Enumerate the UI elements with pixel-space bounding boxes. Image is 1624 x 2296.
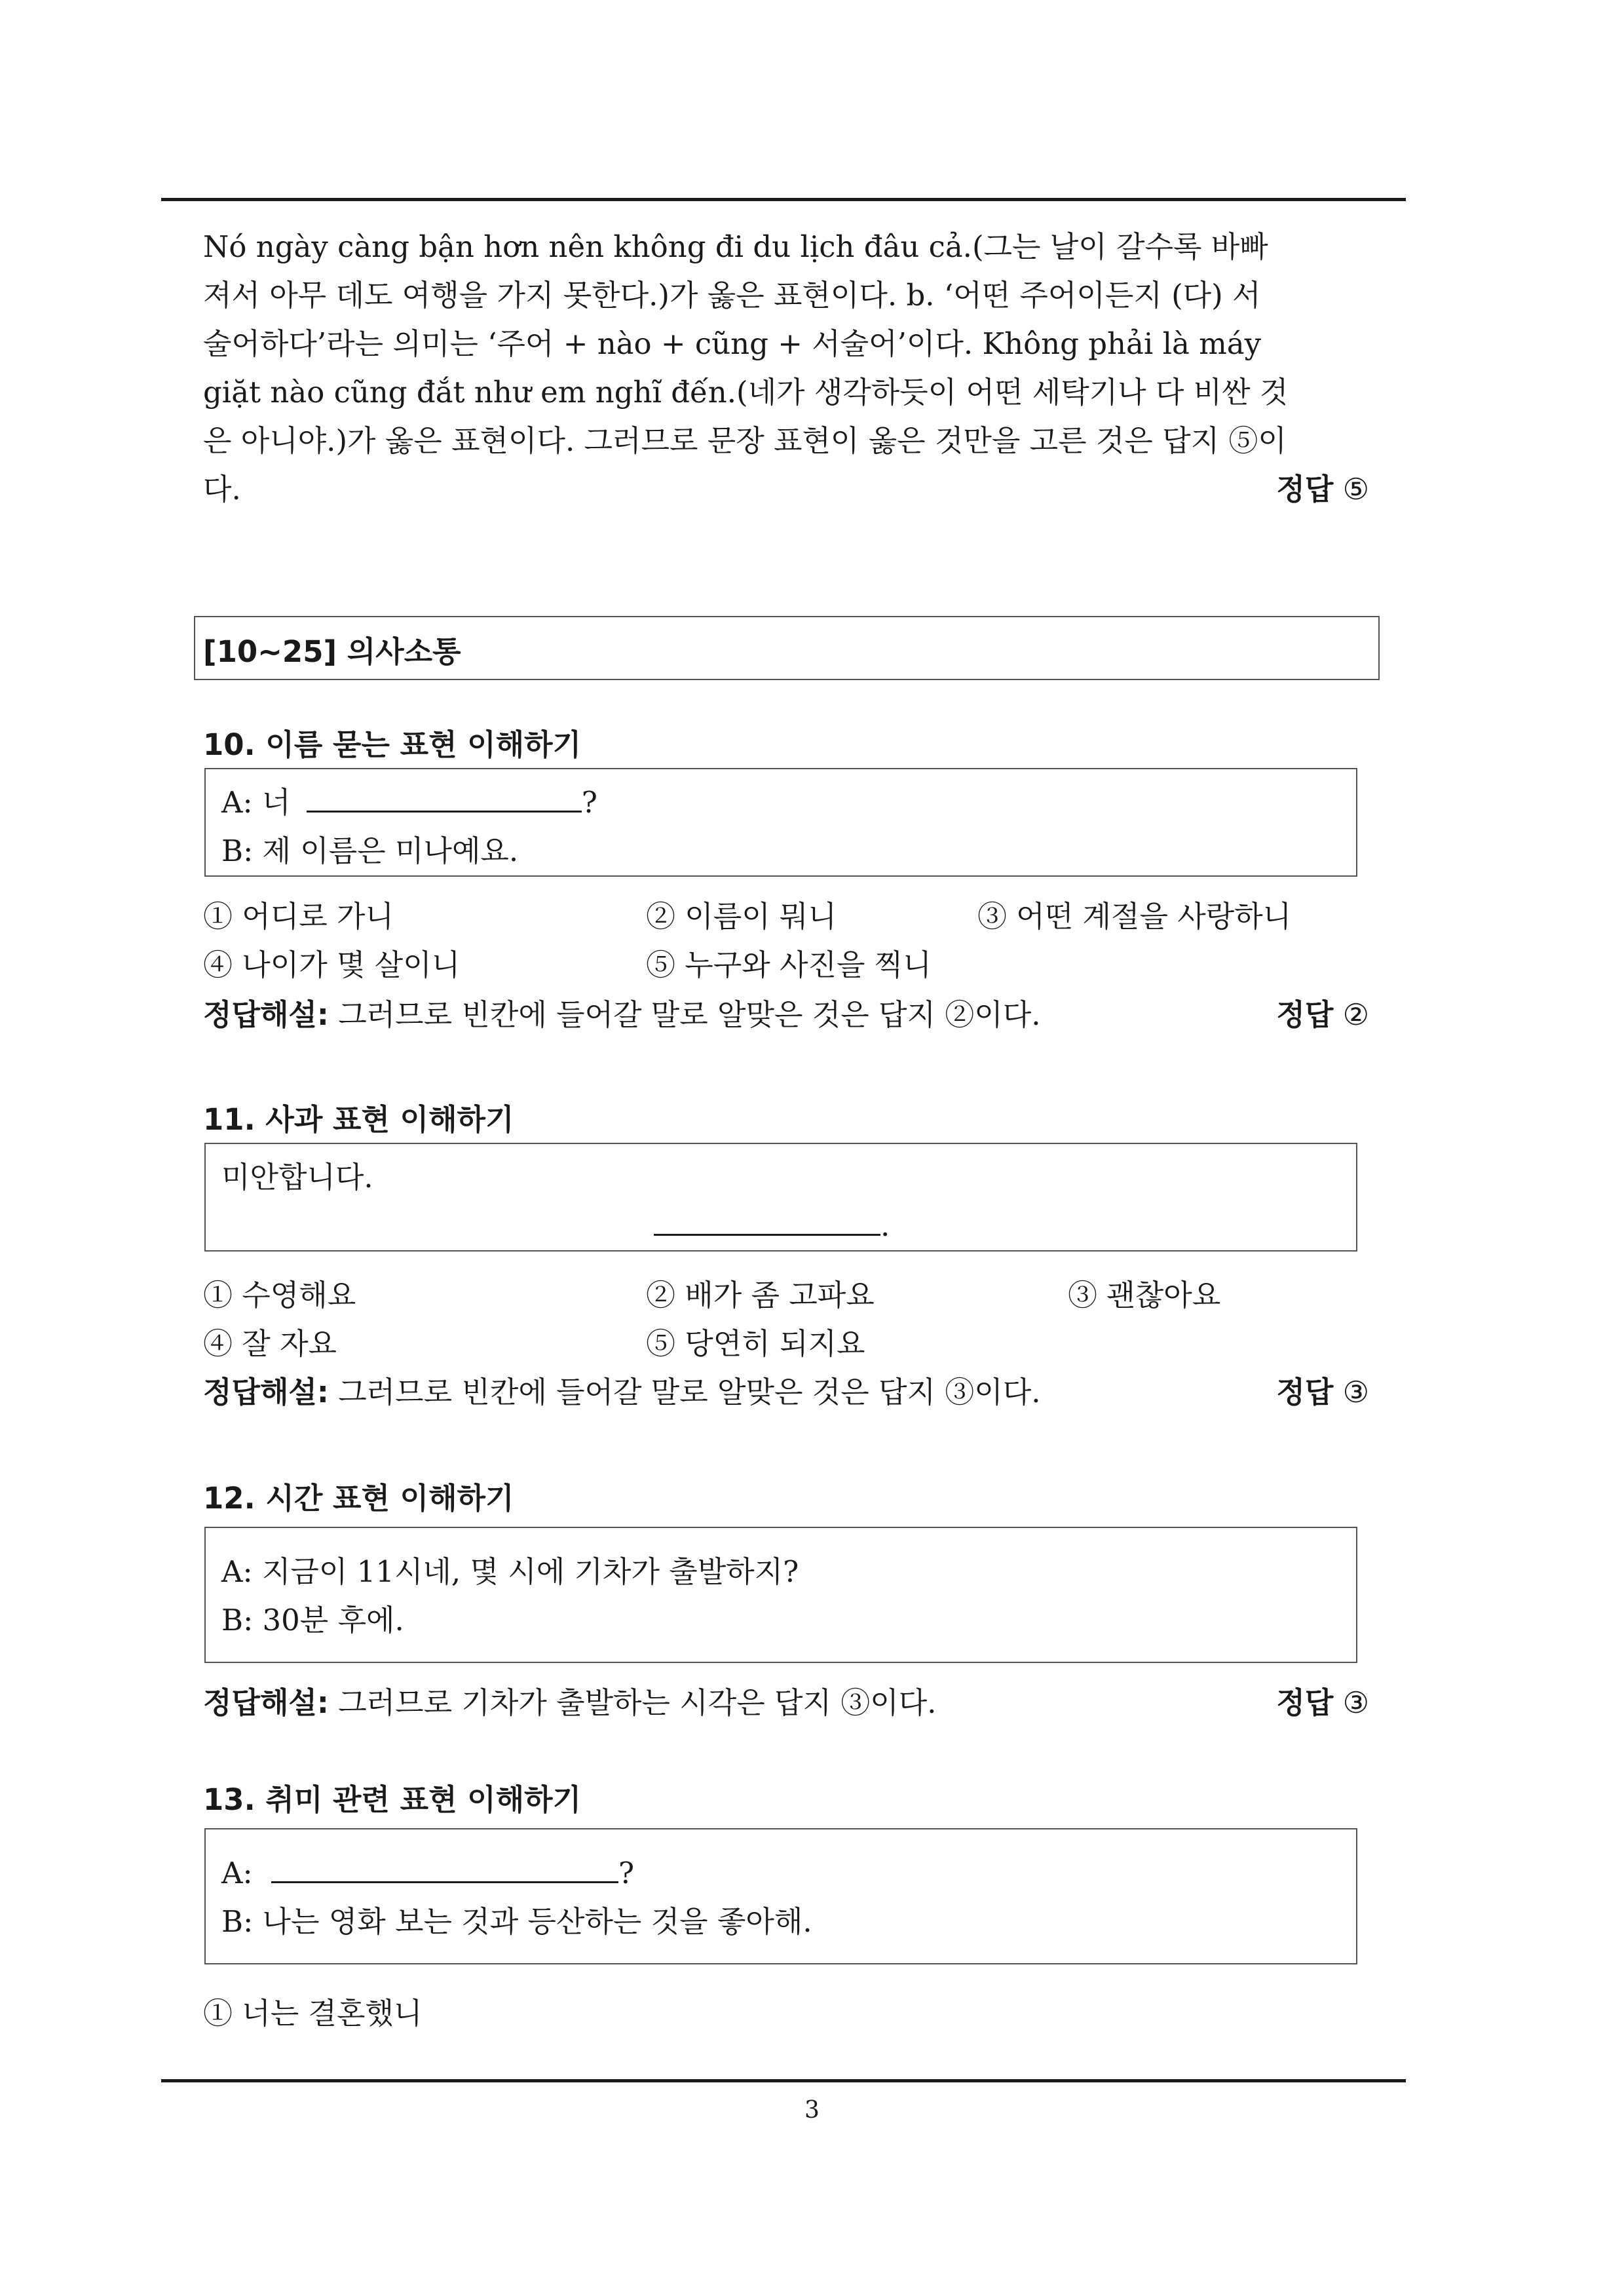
question-10-dialog (204, 768, 1357, 877)
explanation-text: 그러므로 기차가 출발하는 시각은 답지 ③이다. (328, 1685, 937, 1720)
dialog-line-1: 미안합니다. (221, 1160, 373, 1195)
question-12-title: 12. 시간 표현 이해하기 (203, 1481, 514, 1516)
dialog-punct: . (880, 1208, 890, 1243)
dialog-line-b: B: 제 이름은 미나예요. (221, 833, 519, 868)
explanation-text: 그러므로 빈칸에 들어갈 말로 알맞은 것은 답지 ②이다. (328, 997, 1041, 1032)
answer-label: 정답 (1276, 997, 1334, 1032)
intro-line: Nó ngày càng bận hơn nên không đi du lịch đâu cả.(그는 날이 갈수록 바빠 (203, 229, 1268, 264)
choice-3[interactable]: ③ 어떤 계절을 사랑하니 (977, 899, 1292, 934)
intro-paragraph (203, 223, 1369, 514)
page-number: 3 (804, 2097, 820, 2124)
intro-line: 술어하다’라는 의미는 ‘주어 + nào + cũng + 서술어’이다. Không phải là máy (203, 326, 1262, 361)
question-11-title: 11. 사과 표현 이해하기 (203, 1102, 514, 1137)
answer-value: ③ (1342, 1375, 1369, 1409)
dialog-line-a (221, 1849, 1340, 1898)
answer-label: 정답 (1276, 472, 1334, 507)
explanation-label: 정답해설: (203, 1685, 329, 1720)
question-11-choices (203, 1271, 1369, 1368)
dialog-line-b: B: 나는 영화 보는 것과 등산하는 것을 좋아해. (221, 1904, 812, 1939)
explanation-label: 정답해설: (203, 1375, 329, 1409)
answer-value: ⑤ (1342, 472, 1369, 507)
intro-line: 은 아니야.)가 옳은 표현이다. 그러므로 문장 표현이 옳은 것만을 고른 것은 답지 ⑤이 (203, 423, 1287, 458)
choice-3[interactable]: ③ 괜찮아요 (1068, 1278, 1221, 1312)
question-11-dialog (204, 1143, 1357, 1252)
intro-line: 다. (203, 472, 241, 507)
question-13-title: 13. 취미 관련 표현 이해하기 (203, 1782, 582, 1817)
question-12-explanation (203, 1679, 1369, 1727)
choice-5[interactable]: ⑤ 당연히 되지요 (646, 1326, 865, 1361)
choice-4[interactable]: ④ 잘 자요 (203, 1326, 337, 1361)
section-header-box (194, 616, 1380, 680)
dialog-punct: ? (618, 1856, 635, 1890)
question-13-choices (203, 1989, 1369, 2038)
footer-rule (161, 2079, 1406, 2082)
explanation-text-wrap (203, 1679, 936, 1727)
answer-tag (1276, 991, 1369, 1039)
choice-1[interactable]: ① 수영해요 (203, 1278, 356, 1312)
intro-line: giặt nào cũng đắt như em nghĩ đến.(네가 생각하듯이 어떤 세탁기나 다 비싼 것 (203, 375, 1289, 410)
header-rule (161, 198, 1406, 201)
explanation-text: 그러므로 빈칸에 들어갈 말로 알맞은 것은 답지 ③이다. (328, 1375, 1041, 1409)
dialog-line-2 (221, 1202, 1340, 1250)
intro-answer-line (203, 465, 1369, 514)
choice-4[interactable]: ④ 나이가 몇 살이니 (203, 947, 461, 982)
explanation-label: 정답해설: (203, 997, 329, 1032)
intro-line: 져서 아무 데도 여행을 가지 못한다.)가 옳은 표현이다. b. ‘어떤 주어이든지 (다) 서 (203, 278, 1261, 313)
question-10-title: 10. 이름 묻는 표현 이해하기 (203, 727, 582, 762)
answer-value: ② (1342, 997, 1369, 1032)
question-10-explanation (203, 991, 1369, 1039)
answer-blank (654, 1206, 880, 1236)
answer-label: 정답 (1276, 1685, 1334, 1720)
dialog-speaker-a: A: 너 (221, 785, 291, 820)
section-title: [10~25] 의사소통 (203, 634, 461, 669)
choice-1[interactable]: ① 너는 결혼했니 (203, 1996, 423, 2031)
dialog-punct: ? (581, 785, 597, 820)
question-12-dialog (204, 1527, 1357, 1663)
dialog-line-b: B: 30분 후에. (221, 1603, 404, 1637)
answer-blank (271, 1854, 618, 1883)
dialog-line-a (221, 778, 1340, 827)
dialog-speaker-a: A: (221, 1856, 253, 1890)
choice-5[interactable]: ⑤ 누구와 사진을 찍니 (646, 947, 932, 982)
answer-value: ③ (1342, 1685, 1369, 1720)
question-11-explanation (203, 1368, 1369, 1417)
question-10-choices (203, 892, 1369, 989)
explanation-text-wrap (203, 1368, 1041, 1417)
dialog-line-a: A: 지금이 11시네, 몇 시에 기차가 출발하지? (221, 1554, 799, 1589)
choice-2[interactable]: ② 이름이 뭐니 (646, 899, 837, 934)
explanation-text-wrap (203, 991, 1041, 1039)
choice-1[interactable]: ① 어디로 가니 (203, 899, 394, 934)
choice-2[interactable]: ② 배가 좀 고파요 (646, 1278, 875, 1312)
question-13-dialog (204, 1828, 1357, 1964)
answer-tag (1276, 1368, 1369, 1417)
answer-tag (1276, 465, 1369, 514)
answer-tag (1276, 1679, 1369, 1727)
answer-label: 정답 (1276, 1375, 1334, 1409)
answer-blank (307, 783, 582, 813)
